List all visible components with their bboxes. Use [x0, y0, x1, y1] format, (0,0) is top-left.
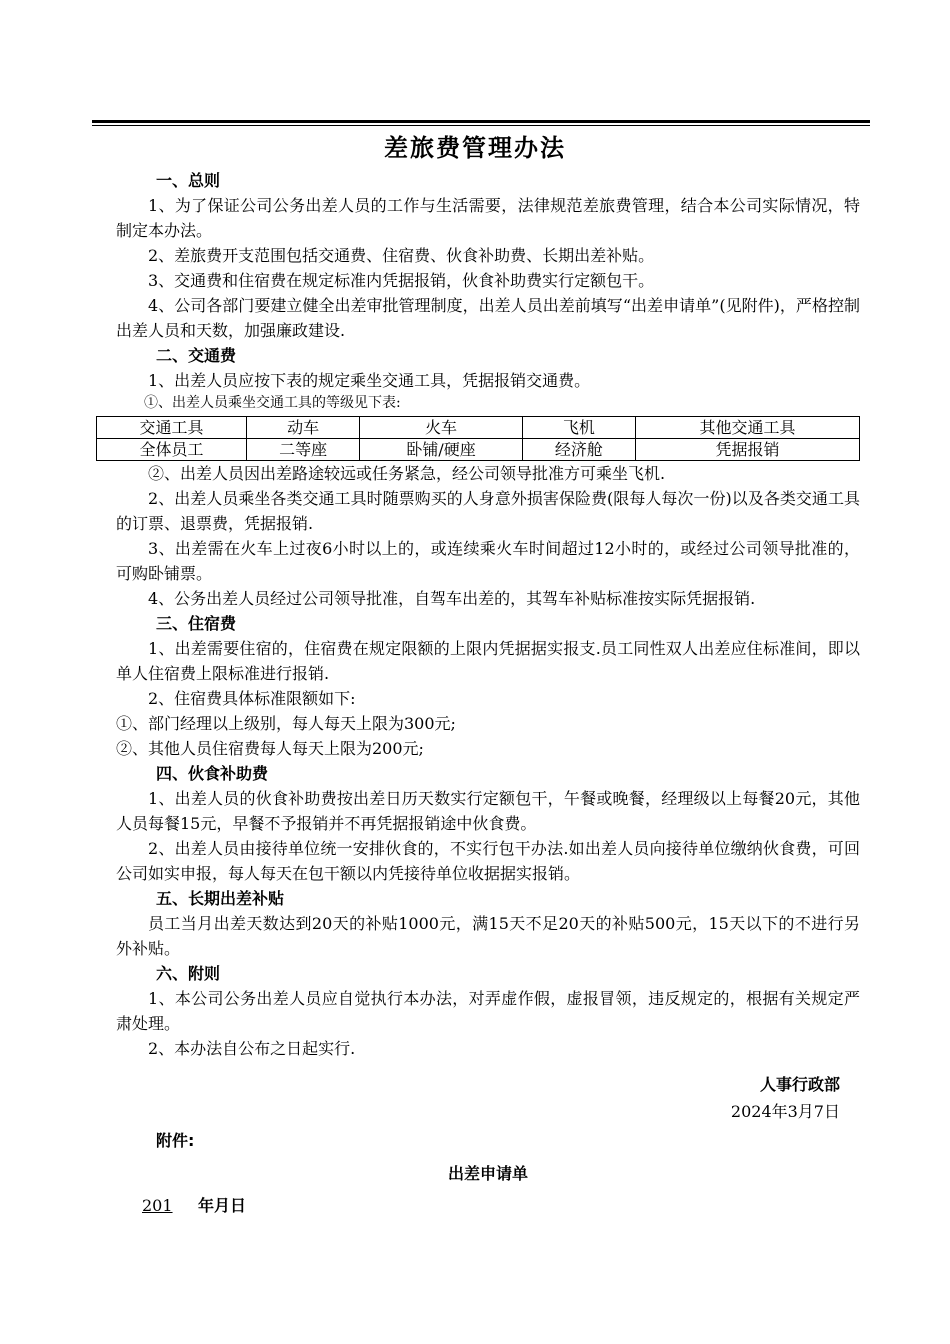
paragraph: ②、出差人员因出差路途较远或任务紧急，经公司领导批准方可乘坐飞机.	[148, 464, 666, 483]
paragraph: 3、出差需在火车上过夜6小时以上的，或连续乘火车时间超过12小时的，或经过公司领导批准的，可购卧铺票。	[116, 539, 860, 583]
paragraph: 2、差旅费开支范围包括交通费、住宿费、伙食补助费、长期出差补贴。	[148, 246, 655, 265]
form-date-year: 201	[142, 1196, 173, 1215]
paragraph: 2、出差人员由接待单位统一安排伙食的，不实行包干办法.如出差人员向接待单位缴纳伙食费，可回公司如实申报，每人每天在包干额以内凭接待单位收据据实报销。	[116, 839, 860, 883]
document-body	[116, 168, 860, 1219]
table-row	[97, 439, 860, 461]
table-cell: 二等座	[247, 439, 360, 461]
table-cell: 凭据报销	[635, 439, 859, 461]
form-title: 出差申请单	[447, 1164, 528, 1183]
table-cell: 其他交通工具	[635, 417, 859, 439]
transport-table	[96, 416, 860, 461]
paragraph: 1、出差人员的伙食补助费按出差日历天数实行定额包干，午餐或晚餐，经理级以上每餐20元，其他人员每餐15元，早餐不予报销并不再凭据报销途中伙食费。	[116, 789, 860, 833]
list-item: ①、部门经理以上级别，每人每天上限为300元;	[116, 714, 456, 733]
section-heading-long-term: 五、长期出差补贴	[156, 889, 285, 908]
list-item: ②、其他人员住宿费每人每天上限为200元;	[116, 739, 424, 758]
header-rule-thin	[92, 125, 870, 126]
paragraph: 1、本公司公务出差人员应自觉执行本办法，对弄虚作假，虚报冒领，违反规定的，根据有关规定严肃处理。	[116, 989, 860, 1033]
form-date-line	[142, 1193, 860, 1219]
form-date-suffix: 年月日	[198, 1196, 247, 1215]
paragraph: 2、住宿费具体标准限额如下:	[148, 689, 356, 708]
table-cell: 全体员工	[97, 439, 247, 461]
paragraph: 员工当月出差天数达到20天的补贴1000元，满15天不足20天的补贴500元，15天以下的不进行另外补贴。	[116, 914, 860, 958]
paragraph: 2、出差人员乘坐各类交通工具时随票购买的人身意外损害保险费(限每人每次一份)以及各类交通工具的订票、退票费，凭据报销.	[116, 489, 860, 533]
signature-department: 人事行政部	[759, 1075, 840, 1094]
section-heading-general: 一、总则	[156, 171, 221, 190]
section-heading-transport: 二、交通费	[156, 346, 237, 365]
table-caption: ①、出差人员乘坐交通工具的等级见下表:	[144, 395, 401, 411]
table-cell: 火车	[360, 417, 523, 439]
signature-date: 2024年3月7日	[730, 1102, 840, 1121]
paragraph: 1、为了保证公司公务出差人员的工作与生活需要，法律规范差旅费管理，结合本公司实际情况，特制定本办法。	[116, 196, 860, 240]
paragraph: 3、交通费和住宿费在规定标准内凭据报销，伙食补助费实行定额包干。	[148, 271, 655, 290]
section-heading-supplementary: 六、附则	[156, 964, 221, 983]
header-rule-thick	[92, 120, 870, 123]
section-heading-meals: 四、伙食补助费	[156, 764, 269, 783]
paragraph: 1、出差需要住宿的，住宿费在规定限额的上限内凭据据实报支.员工同性双人出差应住标准间，即以单人住宿费上限标准进行报销.	[116, 639, 860, 683]
attachment-label: 附件:	[156, 1131, 195, 1150]
paragraph: 4、公司各部门要建立健全出差审批管理制度，出差人员出差前填写“出差申请单”(见附件)，严格控制出差人员和天数，加强廉政建设.	[116, 296, 860, 340]
table-cell: 卧铺/硬座	[360, 439, 523, 461]
paragraph: 1、出差人员应按下表的规定乘坐交通工具，凭据报销交通费。	[148, 371, 591, 390]
table-cell: 飞机	[522, 417, 635, 439]
table-header-row	[97, 417, 860, 439]
section-heading-lodging: 三、住宿费	[156, 614, 237, 633]
table-cell: 交通工具	[97, 417, 247, 439]
table-cell: 动车	[247, 417, 360, 439]
document-title: 差旅费管理办法	[384, 134, 566, 162]
paragraph: 4、公务出差人员经过公司领导批准，自驾车出差的，其驾车补贴标准按实际凭据报销.	[148, 589, 756, 608]
paragraph: 2、本办法自公布之日起实行.	[148, 1039, 356, 1058]
table-cell: 经济舱	[522, 439, 635, 461]
